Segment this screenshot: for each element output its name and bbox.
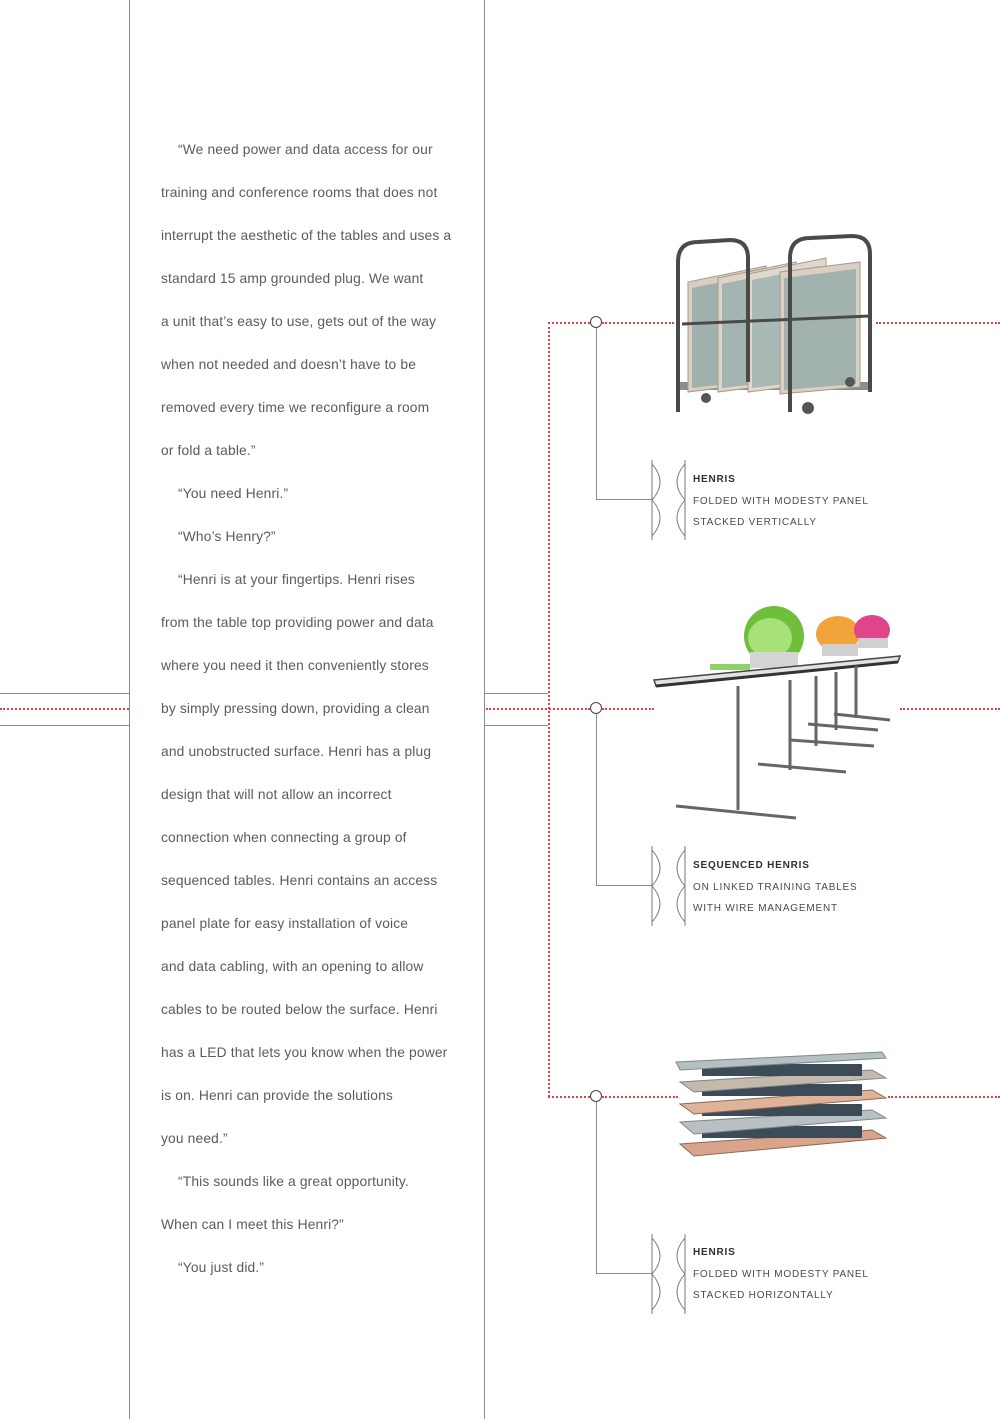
caption-3-title: HENRIS xyxy=(693,1247,736,1258)
leader-horizontal-2 xyxy=(596,885,652,886)
dotted-connector-row-1-right-b xyxy=(876,322,1000,324)
caption-3-line-1: FOLDED WITH MODESTY PANEL xyxy=(693,1268,869,1280)
dotted-connector-row-1 xyxy=(548,322,590,324)
body-line: from the table top providing power and data xyxy=(161,615,434,630)
dotted-connector-row-1-right-a xyxy=(602,322,674,324)
center-marker-top-line xyxy=(484,693,548,694)
body-line: you need.” xyxy=(161,1131,228,1146)
node-circle-2 xyxy=(590,702,602,714)
leader-horizontal-3 xyxy=(596,1273,652,1274)
body-line: “We need power and data access for our xyxy=(178,142,433,157)
body-line: by simply pressing down, providing a clean xyxy=(161,701,430,716)
body-line: “You just did.” xyxy=(178,1260,265,1275)
body-line: “Who’s Henry?” xyxy=(178,529,276,544)
caption-1 xyxy=(693,469,869,534)
body-line: when not needed and doesn’t have to be xyxy=(161,357,417,372)
center-column-rule xyxy=(484,0,485,1419)
body-line: a unit that’s easy to use, gets out of the way xyxy=(161,314,437,329)
body-line: interrupt the aesthetic of the tables and uses a xyxy=(161,228,452,243)
body-line: “This sounds like a great opportunity. xyxy=(178,1174,409,1189)
dotted-connector-row-3-right-b xyxy=(888,1096,1000,1098)
caption-1-title: HENRIS xyxy=(693,474,736,485)
center-marker-bottom-line xyxy=(484,725,548,726)
body-line: design that will not allow an incorrect xyxy=(161,787,392,802)
caption-2-title: SEQUENCED HENRIS xyxy=(693,860,810,871)
body-line: “Henri is at your fingertips. Henri rises xyxy=(178,572,415,587)
body-line: When can I meet this Henri?” xyxy=(161,1217,344,1232)
body-line: panel plate for easy installation of voice xyxy=(161,916,409,931)
caption-bracket-icon-3 xyxy=(650,1232,688,1316)
caption-3-line-2: STACKED HORIZONTALLY xyxy=(693,1290,834,1301)
body-text xyxy=(161,128,471,1289)
body-line: is on. Henri can provide the solutions xyxy=(161,1088,393,1103)
body-line: connection when connecting a group of xyxy=(161,830,407,845)
caption-bracket-icon-2 xyxy=(650,844,688,928)
caption-3 xyxy=(693,1242,869,1307)
body-line: and unobstructed surface. Henri has a plug xyxy=(161,744,432,759)
leader-vertical-2 xyxy=(596,714,597,885)
caption-2-line-1: ON LINKED TRAINING TABLES xyxy=(693,881,858,893)
leader-horizontal-1 xyxy=(596,499,652,500)
caption-2 xyxy=(693,855,857,920)
body-line: cables to be routed below the surface. Henri xyxy=(161,1002,438,1017)
body-line: where you need it then conveniently stores xyxy=(161,658,429,673)
dotted-connector-row-3-right-a xyxy=(602,1096,678,1098)
node-circle-1 xyxy=(590,316,602,328)
body-line: removed every time we reconfigure a room xyxy=(161,400,430,415)
left-marker-bottom-line xyxy=(0,725,129,726)
body-line: or fold a table.” xyxy=(161,443,256,458)
horizontal-stack-image xyxy=(672,1048,892,1163)
caption-2-line-2: WITH WIRE MANAGEMENT xyxy=(693,903,838,914)
dotted-connector-row-2-right-a xyxy=(602,708,654,710)
caption-bracket-icon-1 xyxy=(650,458,688,542)
dotted-connector-row-2-right-b xyxy=(900,708,1000,710)
body-line: “You need Henri.” xyxy=(178,486,289,501)
node-circle-3 xyxy=(590,1090,602,1102)
body-line: sequenced tables. Henri contains an access xyxy=(161,873,438,888)
left-column-rule xyxy=(129,0,130,1419)
body-line: standard 15 amp grounded plug. We want xyxy=(161,271,424,286)
leader-vertical-3 xyxy=(596,1102,597,1273)
dotted-connector-row-2-left xyxy=(486,708,590,710)
caption-1-line-1: FOLDED WITH MODESTY PANEL xyxy=(693,495,869,507)
sequenced-tables-image xyxy=(650,600,910,825)
vertical-stack-cart-image xyxy=(670,232,880,422)
leader-vertical-1 xyxy=(596,328,597,499)
body-line: and data cabling, with an opening to allow xyxy=(161,959,424,974)
caption-1-line-2: STACKED VERTICALLY xyxy=(693,517,817,528)
dotted-connector-row-3 xyxy=(548,1096,590,1098)
left-marker-top-line xyxy=(0,693,129,694)
body-line: has a LED that lets you know when the power xyxy=(161,1045,448,1060)
left-marker-dotted-line xyxy=(0,708,129,710)
body-line: training and conference rooms that does not xyxy=(161,185,438,200)
